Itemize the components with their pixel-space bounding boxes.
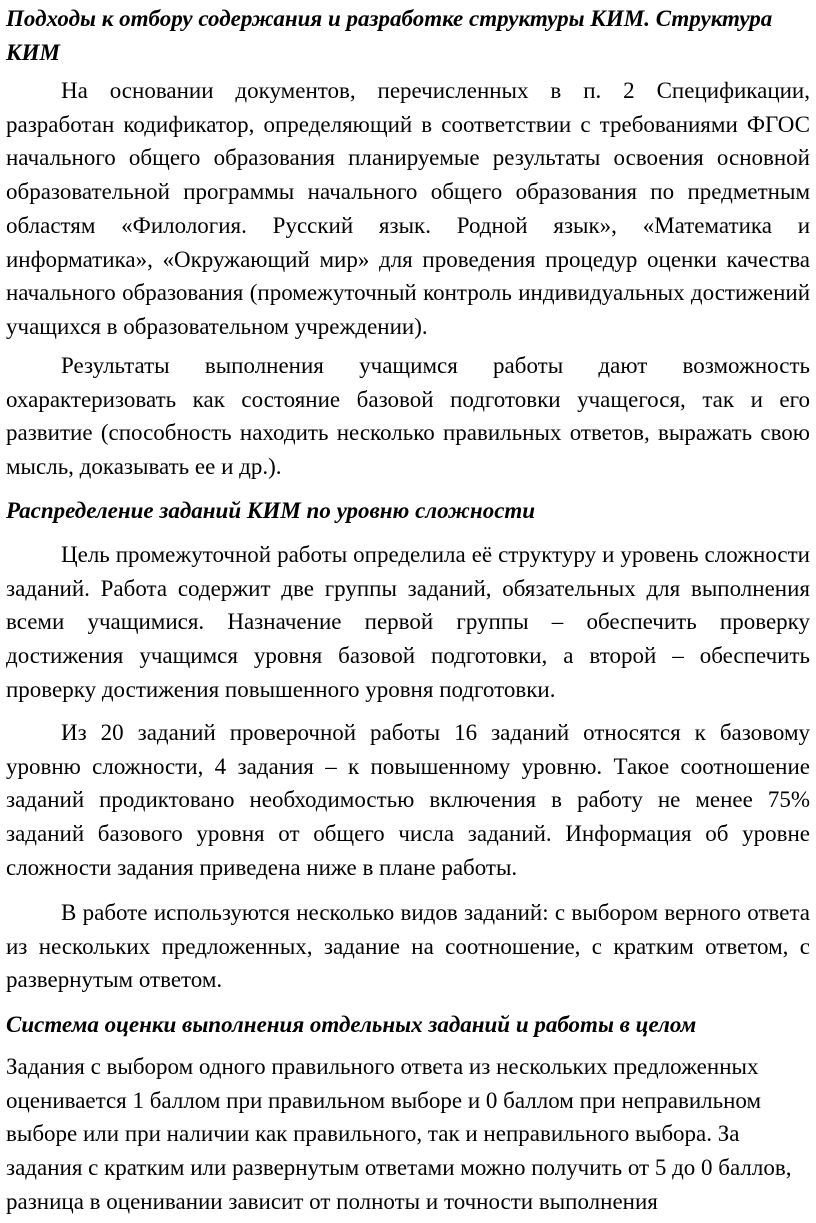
paragraph-results: Результаты выполнения учащимся работы дают возможность охарактеризовать как состояние базовой подготовки учащегося, так и его развитие (способность находить несколько правильных ответов, выражать свою мысль, доказывать ее и др.). (6, 353, 810, 480)
section-heading-assessment: Система оценки выполнения отдельных заданий и работы в целом (6, 1012, 697, 1037)
paragraph-task-distribution: Из 20 заданий проверочной работы 16 заданий относятся к базовому уровню сложности, 4 задания – к повышенному уровню. Такое соотношение заданий продиктовано необходимостью включения в работу не менее 75% заданий базового уровня от общего числа заданий. Информация об уровне сложности задания приведена ниже в плане работы. (6, 720, 810, 880)
section-heading-difficulty: Распределение заданий КИМ по уровню сложности (6, 498, 536, 523)
paragraph-scoring: Задания с выбором одного правильного ответа из нескольких предложенных оценивается 1 баллом при правильном выборе и 0 баллом при неправильном выборе или при наличии как правильного, так и неправильного выбора. За задания с кратким или развернутым ответами можно получить от 5 до 0 баллов, разница в оценивании зависит от полноты и точности выполнения (6, 1054, 792, 1214)
paragraph-work-purpose: Цель промежуточной работы определила её структуру и уровень сложности заданий. Работа содержит две группы заданий, обязательных для выполнения всеми учащимися. Назначение первой группы – обеспечить проверку достижения учащимся уровня базовой подготовки, а второй – обеспечить проверку достижения повышенного уровня подготовки. (6, 542, 810, 702)
section-heading-kim-structure: Подходы к отбору содержания и разработке структуры КИМ. Структура КИМ (6, 6, 773, 65)
paragraph-task-types: В работе используются несколько видов заданий: с выбором верного ответа из нескольких предложенных, задание на соотношение, с кратким ответом, с развернутым ответом. (6, 900, 810, 993)
paragraph-codifier: На основании документов, перечисленных в п. 2 Спецификации, разработан кодификатор, определяющий в соответствии с требованиями ФГОС начального общего образования планируемые результаты освоения основной образовательной программы начального общего образования по предметным областям «Филология. Русский язык. Родной язык», «Математика и информатика», «Окружающий мир» для проведения процедур оценки качества начального образования (промежуточный контроль индивидуальных достижений учащихся в образовательном учреждении). (6, 78, 810, 339)
